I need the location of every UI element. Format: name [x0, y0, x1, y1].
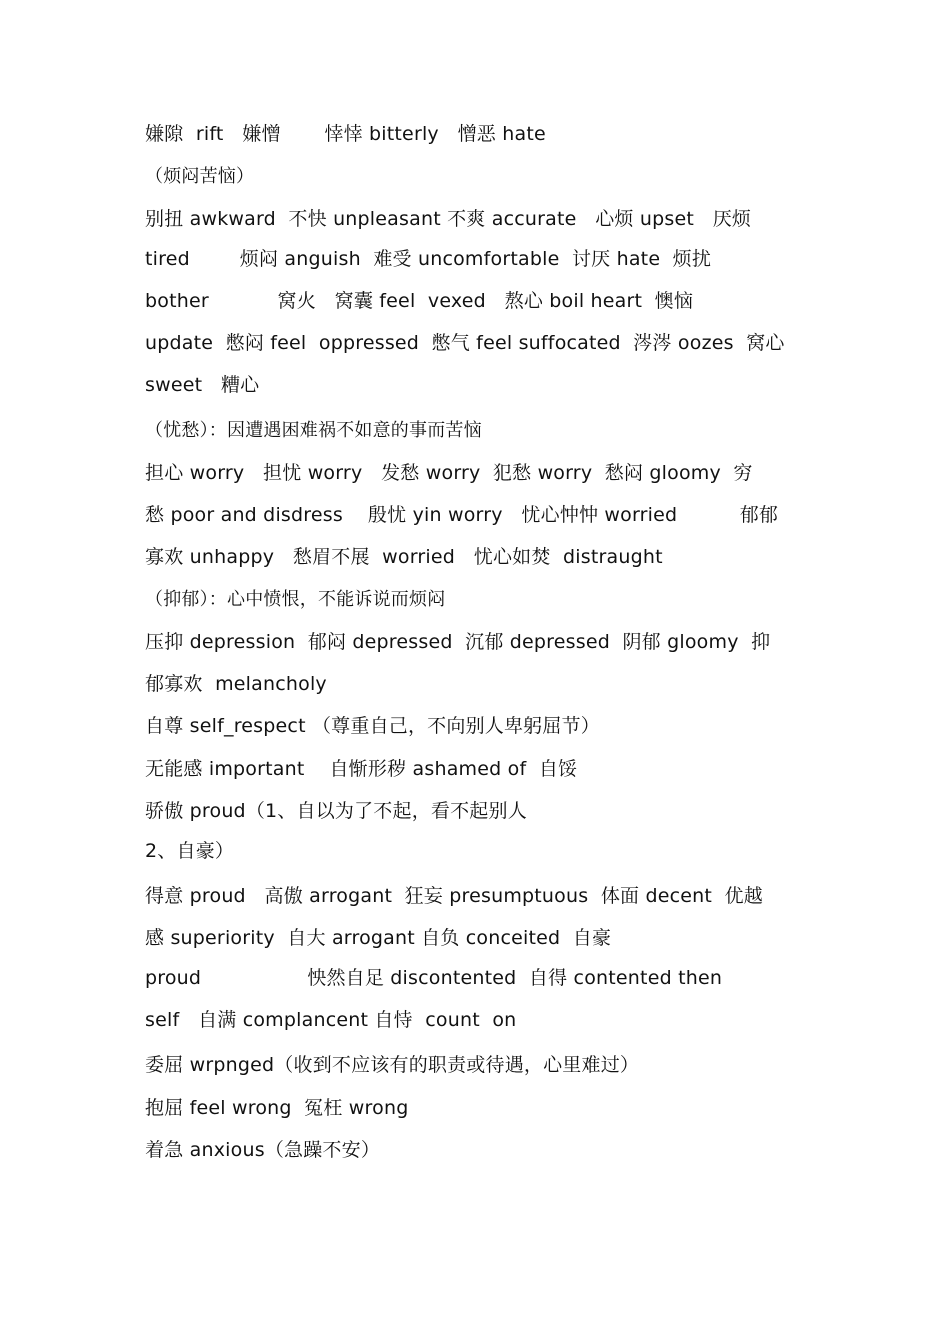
text-line: 骄傲 proud（1、自以为了不起，看不起别人 [145, 800, 527, 822]
text-line: 寡欢 unhappy 愁眉不展 worried 忧心如焚 distraught [145, 546, 663, 568]
text-line: bother 窝火 窝囊 feel vexed 熬心 boil heart 懊恼 [145, 290, 694, 312]
text-line: 愁 poor and disdress 殷忧 yin worry 忧心忡忡 worried 郁郁 [145, 504, 779, 526]
text-line: proud 怏然自足 discontented 自得 contented then [145, 967, 723, 989]
text-line: 2、自豪） [145, 840, 235, 862]
text-line: self 自满 complancent 自恃 count on [145, 1009, 517, 1031]
section-heading: （忧愁）：因遭遇困难祸不如意的事而苦恼 [145, 420, 482, 441]
text-line: 嫌隙 rift 嫌憎 悻悻 bitterly 憎恶 hate [145, 123, 546, 145]
text-line: 着急 anxious（急躁不安） [145, 1139, 381, 1161]
text-line: tired 烦闷 anguish 难受 uncomfortable 讨厌 hate 烦扰 [145, 248, 712, 270]
text-line: 自尊 self_respect （尊重自己，不向别人卑躬屈节） [145, 715, 600, 737]
text-line: 委屈 wrpnged（收到不应该有的职责或待遇，心里难过） [145, 1054, 640, 1076]
section-heading: （烦闷苦恼） [145, 166, 255, 187]
text-line: 担心 worry 担忧 worry 发愁 worry 犯愁 worry 愁闷 gloomy 穷 [145, 462, 753, 484]
section-heading: （抑郁）：心中愤恨，不能诉说而烦闷 [145, 589, 446, 610]
text-line: 抱屈 feel wrong 冤枉 wrong [145, 1097, 409, 1119]
text-line: 无能感 important 自惭形秽 ashamed of 自馁 [145, 758, 578, 780]
text-line: update 憋闷 feel oppressed 憋气 feel suffocated 涔涔 oozes 窝心 [145, 332, 785, 354]
text-line: 郁寡欢 melancholy [145, 673, 327, 695]
text-line: 感 superiority 自大 arrogant 自负 conceited 自豪 [145, 927, 612, 949]
text-line: 压抑 depression 郁闷 depressed 沉郁 depressed 阴郁 gloomy 抑 [145, 631, 771, 653]
text-line: sweet 糟心 [145, 374, 260, 396]
text-line: 得意 proud 高傲 arrogant 狂妄 presumptuous 体面 decent 优越 [145, 885, 763, 907]
text-line: 别扭 awkward 不快 unpleasant 不爽 accurate 心烦 upset 厌烦 [145, 208, 752, 230]
